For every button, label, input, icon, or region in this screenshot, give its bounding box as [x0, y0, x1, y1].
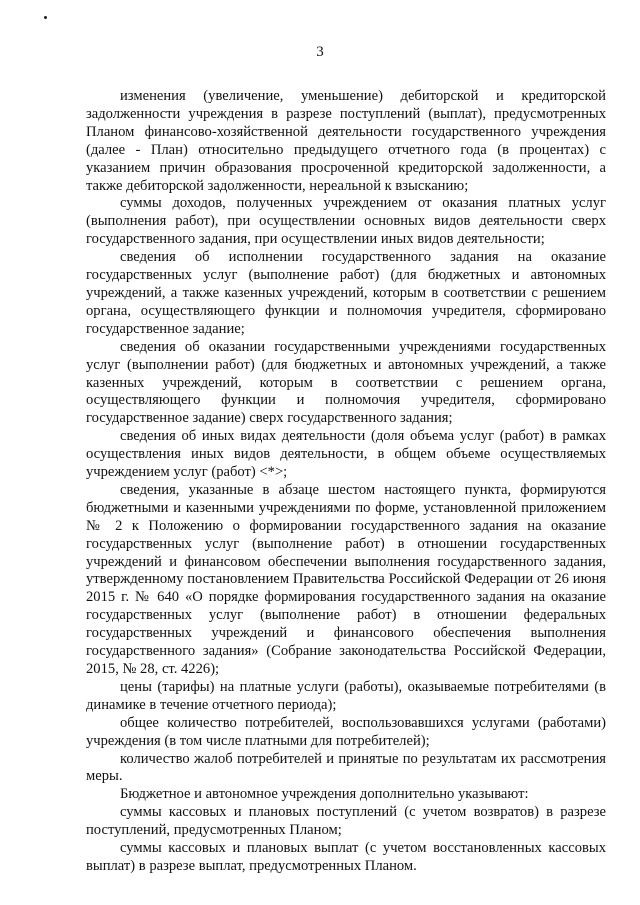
- paragraph-cash-receipts: суммы кассовых и плановых поступлений (с учетом возвратов) в разрезе поступлений, предусмотренных Планом;: [86, 804, 606, 839]
- paragraph-services-beyond-assignment: сведения об оказании государственными учреждениями государственных услуг (выполнении работ) (для бюджетных и автономных учреждений, а также казенных учреждений, которым в соответствии с решением органа, осуществляющего функции и полномочия учредителя, сформировано государственное задание) сверх государственного задания;: [86, 338, 606, 427]
- paragraph-paid-services-income: суммы доходов, полученных учреждением от оказания платных услуг (выполнения работ), при осуществлении основных видов деятельности сверх государственного задания, при осуществлении иных видов деятельности;: [86, 195, 606, 248]
- scan-dot-mark: [44, 16, 47, 19]
- body-text: [86, 88, 606, 876]
- paragraph-form-reference: сведения, указанные в абзаце шестом настоящего пункта, формируются бюджетными и казенными учреждениями по форме, установленной приложением № 2 к Положению о формировании государственного задания на оказание государственных услуг (выполнение работ) в отношении государственных учреждений и финансовом обеспечении выполнения государственного задания, утвержденному постановлением Правительства Российской Федерации от 26 июня 2015 г. № 640 «О порядке формирования государственного задания на оказание государственных услуг (выполнение работ) в отношении федеральных государственных учреждений и финансового обеспечения выполнения государственного задания» (Собрание законодательства Российской Федерации, 2015, № 28, ст. 4226);: [86, 481, 606, 677]
- paragraph-additional-indication: Бюджетное и автономное учреждения дополнительно указывают:: [120, 786, 529, 803]
- paragraph-other-activities: сведения об иных видах деятельности (доля объема услуг (работ) в рамках осуществления иных видов деятельности, в общем объеме осуществляемых учреждением услуг (работ) <*>;: [86, 428, 606, 481]
- paragraph-consumers-count: общее количество потребителей, воспользовавшихся услугами (работами) учреждения (в том числе платными для потребителей);: [86, 714, 606, 749]
- paragraph-cash-payments: суммы кассовых и плановых выплат (с учетом восстановленных кассовых выплат) в разрезе выплат, предусмотренных Планом.: [86, 840, 606, 874]
- paragraph-state-assignment-execution: сведения об исполнении государственного задания на оказание государственных услуг (выполнение работ) (для бюджетных и автономных учреждений, а также казенных учреждений, которым в соответствии с решением органа, осуществляющего функции и полномочия учредителя, сформировано государственное задание;: [86, 249, 606, 337]
- page-number: 3: [316, 44, 324, 60]
- paragraph-receivables-payables-changes: изменения (увеличение, уменьшение) дебиторской и кредиторской задолженности учреждения в разрезе поступлений (выплат), предусмотренных Планом финансово-хозяйственной деятельности государственного учреждения (далее - План) относительно предыдущего отчетного года (в процентах) с указанием причин образования просроченной кредиторской задолженности, а также дебиторской задолженности, нереальной к взысканию;: [86, 88, 606, 194]
- paragraph-complaints-count: количество жалоб потребителей и принятые по результатам их рассмотрения меры.: [86, 750, 606, 785]
- paragraph-prices-tariffs: цены (тарифы) на платные услуги (работы), оказываемые потребителями (в динамике в течение отчетного периода);: [86, 678, 606, 713]
